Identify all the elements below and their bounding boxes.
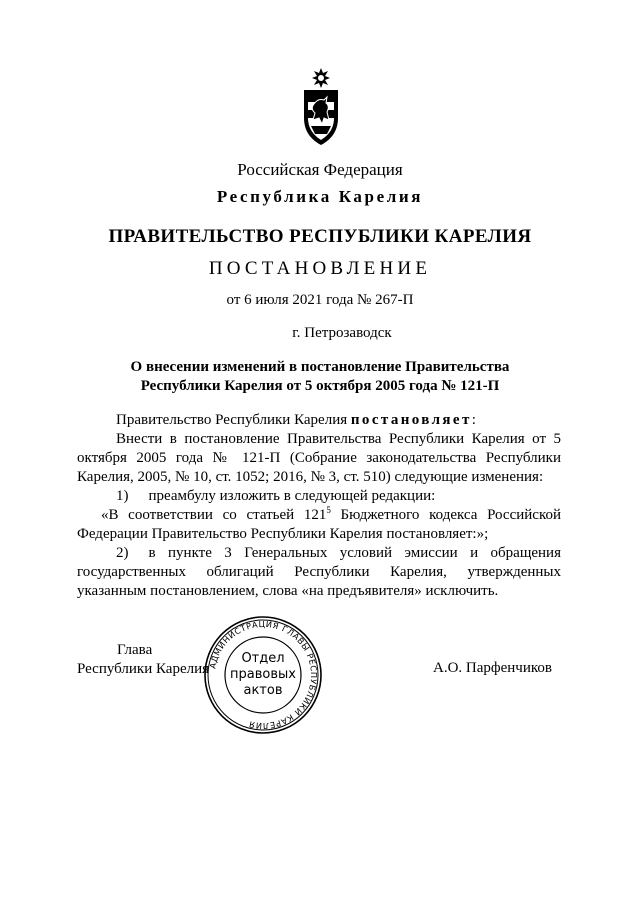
intro-keyword: постановляет [350, 412, 472, 428]
quote-superscript: 5 [326, 505, 331, 515]
stamp-ring-text: АДМИНИСТРАЦИЯ ГЛАВЫ РЕСПУБЛИКИ КАРЕЛИЯ [207, 618, 320, 732]
item-2-number: 2) [116, 545, 129, 561]
item-1-text: преамбулу изложить в следующей редакции: [148, 488, 436, 504]
country-name: Российская Федерация [237, 160, 403, 179]
intro-colon: : [471, 412, 476, 428]
coat-of-arms-icon [300, 68, 342, 146]
stamp-center-line-2: правовых [230, 667, 296, 682]
intro-text: Правительство Республики Карелия [116, 412, 348, 428]
quote-text-end: Бюджетного кодекса Российской Федерации Правительство Республики Карелия постановляет:»; [77, 507, 561, 542]
quote-text-start: «В соответствии со статьей 121 [101, 507, 327, 523]
republic-name: Республика Карелия [216, 187, 424, 206]
paragraph-amendment: Внести в постановление Правительства Республики Карелия от 5 октября 2005 года № 121-П (Собрание законодательства Республики Карелия, 2005, № 10, ст. 1052; 2016, № 3, ст. 510) следующие изменения: [77, 431, 561, 485]
signatory-position [77, 641, 209, 679]
list-item-2 [77, 544, 561, 601]
stamp-seal [202, 614, 324, 736]
position-line-1: Глава [117, 642, 153, 658]
quoted-preamble [77, 506, 561, 544]
signatory-name: А.О. Парфенчиков [433, 660, 552, 676]
resolution-intro [77, 411, 561, 430]
document-type: ПОСТАНОВЛЕНИЕ [208, 258, 432, 279]
list-item-1 [77, 487, 561, 506]
stamp-center-line-3: актов [243, 683, 283, 698]
position-line-2: Республики Карелия [77, 661, 210, 677]
title-line-1: О внесении изменений в постановление Правительства [130, 359, 510, 375]
item-1-number: 1) [116, 488, 129, 504]
document-date-number: от 6 июля 2021 года № 267-П [226, 292, 414, 308]
government-heading: ПРАВИТЕЛЬСТВО РЕСПУБЛИКИ КАРЕЛИЯ [108, 226, 532, 247]
document-body [77, 411, 561, 601]
document-city: г. Петрозаводск [292, 325, 392, 341]
title-line-2: Республики Карелия от 5 октября 2005 года № 121-П [140, 378, 500, 394]
document-title [110, 358, 530, 396]
stamp-center-line-1: Отдел [241, 651, 285, 666]
item-2-text: в пункте 3 Генеральных условий эмиссии и обращения государственных облигаций Республики Карелия, утвержденных указанным постановлением, слова «на предъявителя» исключить. [77, 545, 561, 599]
